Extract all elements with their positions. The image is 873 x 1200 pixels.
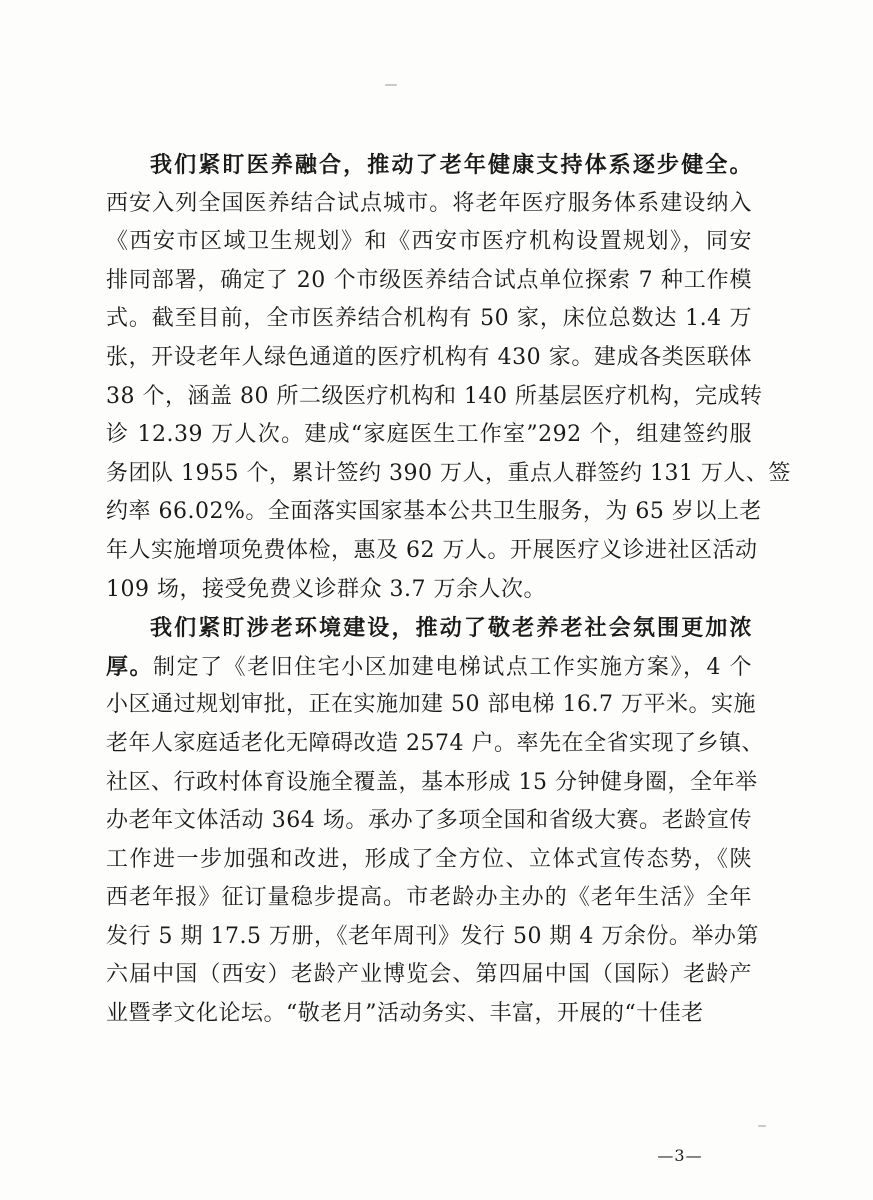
text-line (106, 918, 759, 957)
body-text: 109 场，接受免费义诊群众 3.7 万余人次。 (106, 576, 546, 602)
body-text: 《西安市区域卫生规划》和《西安市医疗机构设置规划》，同安 (106, 229, 752, 255)
body-text: 约率 66.02%。全面落实国家基本公共卫生服务，为 65 岁以上老 (106, 499, 762, 525)
text-line (106, 956, 752, 995)
text-line (106, 648, 752, 687)
body-text: 诊 12.39 万人次。建成“家庭医生工作室”292 个，组建签约服 (106, 422, 752, 448)
body-text: 张，开设老年人绿色通道的医疗机构有 430 家。建成各类医联体 (106, 344, 752, 370)
text-line (106, 764, 758, 803)
body-text: 六届中国（西安）老龄产业博览会、第四届中国（国际）老龄产 (106, 962, 752, 988)
text-line (106, 532, 758, 571)
paragraph (106, 609, 764, 1034)
text-line (106, 802, 752, 841)
body-text: 社区、行政村体育设施全覆盖，基本形成 15 分钟健身圈，全年举 (106, 769, 758, 795)
body-text: 发行 5 期 17.5 万册，《老年周刊》发行 50 期 4 万余份。举办第 (106, 923, 759, 949)
text-line (106, 262, 752, 301)
text-line (106, 609, 752, 648)
scan-mark (385, 84, 397, 86)
scan-mark (758, 1125, 766, 1127)
text-line (106, 725, 764, 764)
text-line (106, 416, 752, 455)
text-line (106, 995, 752, 1034)
body-text: 工作进一步加强和改进，形成了全方位、立体式宣传态势，《陕 (106, 846, 752, 872)
body-text: 业暨孝文化论坛。“敬老月”活动务实、丰富，开展的“十佳老 (106, 1001, 704, 1027)
text-line (106, 455, 791, 494)
text-line (106, 879, 752, 918)
body-text: 老年人家庭适老化无障碍改造 2574 户。率先在全省实现了乡镇、 (106, 730, 764, 756)
body-text: 排同部署，确定了 20 个市级医养结合试点单位探索 7 种工作模 (106, 267, 752, 293)
document-body (106, 146, 791, 1034)
bold-heading-text: 厚。 (106, 653, 154, 680)
text-line (106, 223, 752, 262)
body-text: 小区通过规划审批，正在实施加建 50 部电梯 16.7 万平米。实施 (106, 692, 756, 718)
body-text: 西安入列全国医养结合试点城市。将老年医疗服务体系建设纳入 (106, 190, 752, 216)
text-line (106, 339, 752, 378)
page-number: —3— (657, 1146, 703, 1165)
body-text: 制定了《老旧住宅小区加建电梯试点工作实施方案》，4 个 (153, 654, 752, 680)
text-line (106, 841, 752, 880)
bold-heading-text: 我们紧盯医养融合，推动了老年健康支持体系逐步健全。 (150, 152, 752, 178)
text-line (106, 185, 752, 224)
text-line (106, 146, 752, 185)
body-text: 办老年文体活动 364 场。承办了多项全国和省级大赛。老龄宣传 (106, 808, 752, 834)
body-text: 式。截至目前，全市医养结合机构有 50 家，床位总数达 1.4 万 (106, 306, 752, 332)
body-text: 38 个，涵盖 80 所二级医疗机构和 140 所基层医疗机构，完成转 (106, 383, 763, 409)
body-text: 年人实施增项免费体检，惠及 62 万人。开展医疗义诊进社区活动 (106, 537, 758, 563)
text-line (106, 300, 752, 339)
text-line (106, 571, 752, 610)
body-text: 务团队 1955 个，累计签约 390 万人，重点人群签约 131 万人、签 (106, 460, 791, 486)
text-line (106, 378, 763, 417)
text-line (106, 686, 756, 725)
text-line (106, 493, 762, 532)
body-text: 西老年报》征订量稳步提高。市老龄办主办的《老年生活》全年 (106, 885, 752, 911)
paragraph (106, 146, 791, 609)
bold-heading-text: 我们紧盯涉老环境建设，推动了敬老养老社会氛围更加浓 (150, 615, 752, 642)
